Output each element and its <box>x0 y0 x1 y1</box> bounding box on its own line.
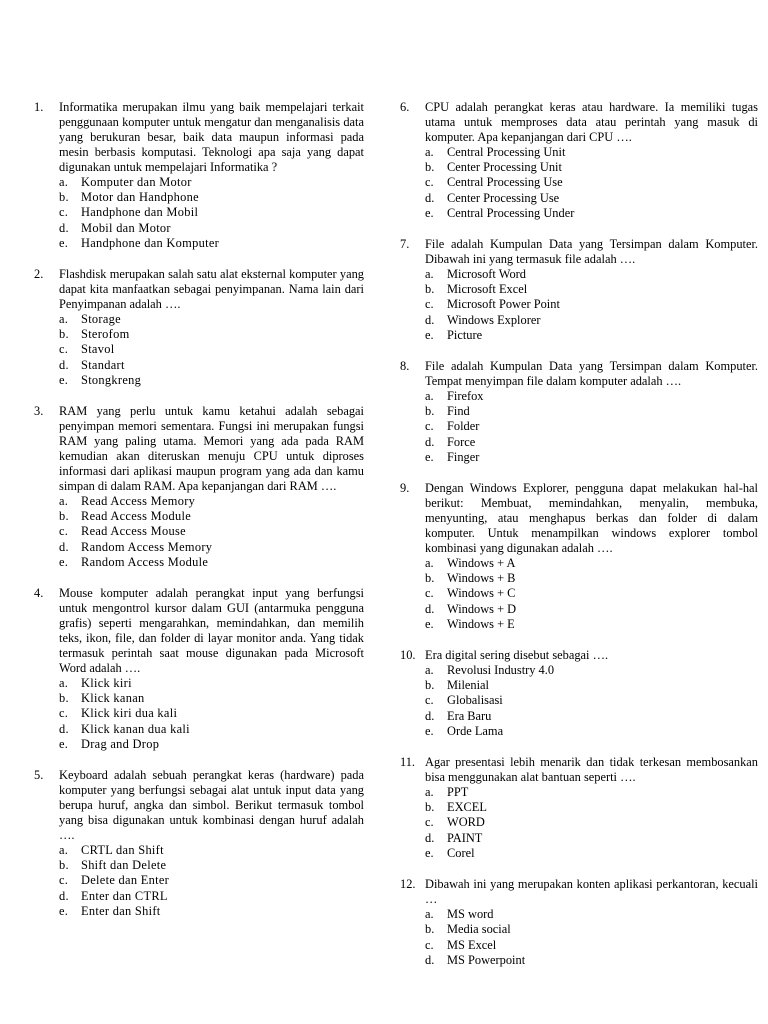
option-letter: e. <box>425 327 434 342</box>
question-7 <box>400 877 758 968</box>
option-text: Handphone dan Komputer <box>81 235 220 250</box>
option-text: Windows + D <box>447 601 517 616</box>
answer-option <box>425 907 758 922</box>
answer-option <box>425 313 758 328</box>
option-text: Orde Lama <box>447 723 504 738</box>
answer-option <box>425 678 758 693</box>
question-3 <box>400 359 758 465</box>
option-letter: b. <box>425 571 435 586</box>
question-number: 12. <box>400 877 416 892</box>
option-text: Windows + C <box>447 586 516 601</box>
answer-options <box>400 785 758 861</box>
option-letter: e. <box>425 616 434 631</box>
question-header <box>400 877 758 907</box>
option-text: Read Access Memory <box>81 494 196 509</box>
answer-option <box>425 785 758 800</box>
option-text: Windows + B <box>447 571 516 586</box>
option-letter: c. <box>425 175 434 190</box>
option-letter: c. <box>425 419 434 434</box>
question-text: Mouse komputer adalah perangkat input yang berfungsi untuk mengontrol kursor dalam GUI (antarmuka pengguna grafis) seperti mengarahkan, memindahkan, dan memilih teks, ikon, file, dan folder di layar monitor anda. Yang tidak termasuk perintah saat mouse digunakan pada Microsoft Word adalah …. <box>59 586 364 676</box>
option-text: Handphone dan Mobil <box>81 205 199 220</box>
answer-option <box>425 800 758 815</box>
option-text: MS word <box>447 907 494 922</box>
option-text: Klick kiri dua kali <box>81 706 178 721</box>
question-text: Dibawah ini yang merupakan konten aplikasi perkantoran, kecuali … <box>425 877 758 907</box>
option-text: Revolusi Industry 4.0 <box>447 663 555 678</box>
option-letter: c. <box>59 524 69 539</box>
option-letter: e. <box>59 372 69 387</box>
answer-options <box>34 175 364 251</box>
answer-options <box>34 312 364 388</box>
option-letter: a. <box>59 494 69 509</box>
option-text: Microsoft Word <box>447 267 526 282</box>
option-text: Picture <box>447 327 483 342</box>
answer-option <box>59 312 364 327</box>
option-letter: c. <box>59 706 69 721</box>
option-letter: b. <box>59 327 69 342</box>
answer-options <box>34 494 364 570</box>
option-text: Center Processing Unit <box>447 160 562 175</box>
option-text: Windows + E <box>447 616 515 631</box>
option-letter: d. <box>59 220 69 235</box>
option-text: Shift dan Delete <box>81 858 167 873</box>
option-letter: e. <box>425 723 434 738</box>
answer-options <box>34 843 364 919</box>
answer-option <box>59 676 364 691</box>
option-text: Delete dan Enter <box>81 873 170 888</box>
question-number: 7. <box>400 237 410 252</box>
answer-option <box>59 555 364 570</box>
question-text: File adalah Kumpulan Data yang Tersimpan dalam Komputer. Tempat menyimpan file dalam komputer adalah …. <box>425 359 758 389</box>
option-letter: b. <box>425 404 435 419</box>
answer-option <box>425 709 758 724</box>
option-letter: a. <box>425 267 434 282</box>
option-letter: d. <box>425 952 435 967</box>
option-letter: a. <box>59 312 69 327</box>
answer-option <box>425 419 758 434</box>
question-number: 2. <box>34 267 44 282</box>
option-letter: b. <box>425 678 435 693</box>
question-header <box>34 100 364 175</box>
option-text: Milenial <box>447 678 489 693</box>
option-text: Komputer dan Motor <box>81 175 192 189</box>
answer-option <box>59 205 364 220</box>
question-number: 9. <box>400 481 410 496</box>
answer-option <box>59 342 364 357</box>
answer-options <box>400 389 758 465</box>
question-number: 6. <box>400 100 410 114</box>
option-letter: c. <box>425 815 434 830</box>
question-text: File adalah Kumpulan Data yang Tersimpan dalam Komputer. Dibawah ini yang termasuk file adalah …. <box>425 237 758 267</box>
question-number: 1. <box>34 100 44 114</box>
option-letter: b. <box>425 282 435 297</box>
answer-option <box>425 953 758 968</box>
answer-option <box>425 724 758 739</box>
option-letter: c. <box>425 937 434 952</box>
option-letter: c. <box>59 205 69 220</box>
answer-option <box>425 175 758 190</box>
answer-option <box>425 938 758 953</box>
question-text: Dengan Windows Explorer, pengguna dapat melakukan hal-hal berikut: Membuat, memindahkan, menyalin, membuka, menyunting, atau menghapus berkas dan folder di dalam komputer. Untuk menampilkan windows explorer tombol kombinasi yang digunakan adalah …. <box>425 481 758 556</box>
question-number: 11. <box>400 755 416 770</box>
answer-option <box>425 282 758 297</box>
option-text: Stongkreng <box>81 372 142 387</box>
answer-option <box>425 693 758 708</box>
answer-option <box>59 737 364 752</box>
question-text: Keyboard adalah sebuah perangkat keras (hardware) pada komputer yang berfungsi sebagai alat untuk input data yang berupa huruf, angka dan simbol. Berikut termasuk tombol yang bisa digunakan untuk kombinasi dengan huruf adalah …. <box>59 768 364 843</box>
answer-option <box>425 435 758 450</box>
answer-options <box>34 676 364 752</box>
option-text: Folder <box>447 419 480 434</box>
answer-option <box>425 160 758 175</box>
answer-options <box>400 663 758 739</box>
question-header <box>34 768 364 843</box>
option-letter: a. <box>59 676 69 691</box>
option-text: Microsoft Excel <box>447 282 528 297</box>
option-text: Corel <box>447 845 475 860</box>
question-1 <box>34 100 364 251</box>
left-column <box>34 100 364 935</box>
answer-option <box>59 175 364 190</box>
question-5 <box>34 768 364 919</box>
option-letter: b. <box>59 190 69 205</box>
answer-option <box>425 191 758 206</box>
question-header <box>400 359 758 389</box>
answer-option <box>59 722 364 737</box>
option-text: Era Baru <box>447 708 492 723</box>
question-2 <box>34 267 364 388</box>
answer-option <box>59 236 364 251</box>
answer-option <box>59 494 364 509</box>
question-text: CPU adalah perangkat keras atau hardware. Ia memiliki tugas utama untuk memproses data atau perintah yang masuk di komputer. Apa kepanjangan dari CPU …. <box>425 100 758 144</box>
option-text: EXCEL <box>447 800 487 815</box>
option-text: Sterofom <box>81 327 130 342</box>
question-2 <box>400 237 758 343</box>
question-4 <box>400 481 758 632</box>
option-letter: a. <box>425 663 434 678</box>
option-letter: d. <box>59 888 69 903</box>
option-letter: d. <box>59 357 69 372</box>
question-number: 4. <box>34 586 44 601</box>
answer-options <box>400 267 758 343</box>
answer-option <box>59 540 364 555</box>
answer-option <box>59 524 364 539</box>
option-letter: d. <box>59 539 69 554</box>
question-6 <box>400 755 758 861</box>
question-header <box>400 481 758 556</box>
answer-option <box>59 889 364 904</box>
question-text: Informatika merupakan ilmu yang baik mempelajari terkait penggunaan komputer untuk mengatur dan menganalisis data yang berukuran besar, baik data maupun informasi pada mesin berbasis komputasi. Teknologi apa saja yang dapat digunakan untuk mempelajari Informatika ? <box>59 100 364 174</box>
answer-option <box>425 663 758 678</box>
option-letter: a. <box>425 389 434 404</box>
answer-option <box>425 389 758 404</box>
option-text: Center Processing Use <box>447 190 560 205</box>
question-4 <box>34 586 364 752</box>
option-text: Force <box>447 434 476 449</box>
answer-option <box>425 404 758 419</box>
option-letter: d. <box>59 721 69 736</box>
answer-options <box>400 907 758 968</box>
answer-options <box>400 556 758 632</box>
question-5 <box>400 648 758 739</box>
answer-option <box>59 706 364 721</box>
answer-option <box>425 297 758 312</box>
option-letter: b. <box>425 160 435 175</box>
option-text: Mobil dan Motor <box>81 220 171 235</box>
option-text: Enter dan CTRL <box>81 888 168 903</box>
option-text: Drag and Drop <box>81 736 160 751</box>
option-letter: c. <box>59 873 69 888</box>
question-1 <box>400 100 758 221</box>
option-text: Read Access Mouse <box>81 524 186 539</box>
answer-option <box>59 327 364 342</box>
option-text: Windows Explorer <box>447 312 541 327</box>
option-letter: d. <box>425 190 435 205</box>
option-letter: b. <box>425 800 435 815</box>
option-text: Central Processing Unit <box>447 145 566 159</box>
option-letter: c. <box>425 586 434 601</box>
answer-option <box>59 858 364 873</box>
option-text: Central Processing Use <box>447 175 563 190</box>
answer-option <box>59 691 364 706</box>
answer-option <box>59 904 364 919</box>
option-letter: e. <box>425 845 434 860</box>
option-text: Central Processing Under <box>447 205 575 220</box>
question-text: Flashdisk merupakan salah satu alat eksternal komputer yang dapat kita manfaatkan sebagai penyimpanan. Nama lain dari Penyimpanan adalah …. <box>59 267 364 312</box>
option-letter: d. <box>425 601 435 616</box>
option-letter: b. <box>59 858 69 873</box>
question-text: RAM yang perlu untuk kamu ketahui adalah sebagai penyimpan memori sementara. Fungsi ini merupakan fungsi RAM yang paling utama. Memori yang ada pada RAM kemudian akan diteruskan menuju CPU untuk diproses informasi dari aplikasi maupun program yang ada dan kamu simpan di dalam RAM. Apa kepanjangan dari RAM …. <box>59 404 364 494</box>
answer-option <box>59 221 364 236</box>
option-text: Standart <box>81 357 125 372</box>
option-letter: a. <box>59 843 69 858</box>
option-letter: a. <box>59 175 69 189</box>
question-text: Era digital sering disebut sebagai …. <box>425 648 609 663</box>
option-letter: a. <box>425 907 434 922</box>
answer-option <box>59 373 364 388</box>
answer-option <box>59 873 364 888</box>
option-text: Random Access Memory <box>81 539 213 554</box>
answer-options <box>400 145 758 221</box>
answer-option <box>425 815 758 830</box>
question-3 <box>34 404 364 570</box>
option-text: Enter dan Shift <box>81 903 161 918</box>
answer-option <box>425 450 758 465</box>
question-header <box>34 586 364 676</box>
option-letter: a. <box>425 785 434 800</box>
option-text: Globalisasi <box>447 693 503 708</box>
answer-option <box>425 831 758 846</box>
answer-option <box>59 190 364 205</box>
question-text: Agar presentasi lebih menarik dan tidak terkesan membosankan bisa menggunakan alat bantuan seperti …. <box>425 755 758 785</box>
option-text: Media social <box>447 922 511 937</box>
answer-option <box>425 267 758 282</box>
answer-option <box>425 922 758 937</box>
option-letter: a. <box>425 145 434 159</box>
option-letter: a. <box>425 556 434 571</box>
option-text: PAINT <box>447 830 483 845</box>
option-letter: e. <box>59 235 69 250</box>
option-text: Stavol <box>81 342 115 357</box>
question-header <box>34 267 364 312</box>
question-header <box>400 648 758 663</box>
option-text: MS Powerpoint <box>447 952 526 967</box>
answer-option <box>59 509 364 524</box>
option-letter: b. <box>59 691 69 706</box>
option-text: Windows + A <box>447 556 516 571</box>
option-letter: d. <box>425 312 435 327</box>
option-letter: d. <box>425 708 435 723</box>
option-letter: b. <box>425 922 435 937</box>
option-letter: e. <box>59 903 69 918</box>
option-text: Storage <box>81 312 121 327</box>
answer-option <box>425 586 758 601</box>
option-text: Finger <box>447 449 480 464</box>
answer-option <box>425 617 758 632</box>
option-text: Random Access Module <box>81 554 209 569</box>
option-text: Firefox <box>447 389 484 404</box>
option-text: Find <box>447 404 470 419</box>
answer-option <box>425 145 758 160</box>
option-letter: c. <box>425 297 434 312</box>
option-text: Read Access Module <box>81 509 192 524</box>
question-number: 3. <box>34 404 44 419</box>
option-letter: c. <box>59 342 69 357</box>
question-header <box>34 404 364 494</box>
answer-option <box>59 843 364 858</box>
option-letter: e. <box>59 736 69 751</box>
option-text: Klick kiri <box>81 676 132 691</box>
question-number: 8. <box>400 359 410 374</box>
option-text: Klick kanan <box>81 691 145 706</box>
option-letter: e. <box>425 449 434 464</box>
option-letter: d. <box>425 434 435 449</box>
option-text: CRTL dan Shift <box>81 843 164 858</box>
question-header <box>400 100 758 145</box>
answer-option <box>425 556 758 571</box>
option-text: WORD <box>447 815 485 830</box>
answer-option <box>59 358 364 373</box>
answer-option <box>425 206 758 221</box>
answer-option <box>425 846 758 861</box>
option-text: PPT <box>447 785 469 800</box>
option-letter: c. <box>425 693 434 708</box>
answer-option <box>425 328 758 343</box>
question-header <box>400 755 758 785</box>
right-column <box>400 100 758 984</box>
option-text: Klick kanan dua kali <box>81 721 190 736</box>
option-text: MS Excel <box>447 937 497 952</box>
question-header <box>400 237 758 267</box>
option-letter: e. <box>425 205 434 220</box>
answer-option <box>425 602 758 617</box>
option-text: Microsoft Power Point <box>447 297 560 312</box>
option-letter: d. <box>425 830 435 845</box>
question-number: 10. <box>400 648 416 663</box>
option-text: Motor dan Handphone <box>81 190 199 205</box>
option-letter: e. <box>59 554 69 569</box>
question-number: 5. <box>34 768 44 783</box>
answer-option <box>425 571 758 586</box>
option-letter: b. <box>59 509 69 524</box>
